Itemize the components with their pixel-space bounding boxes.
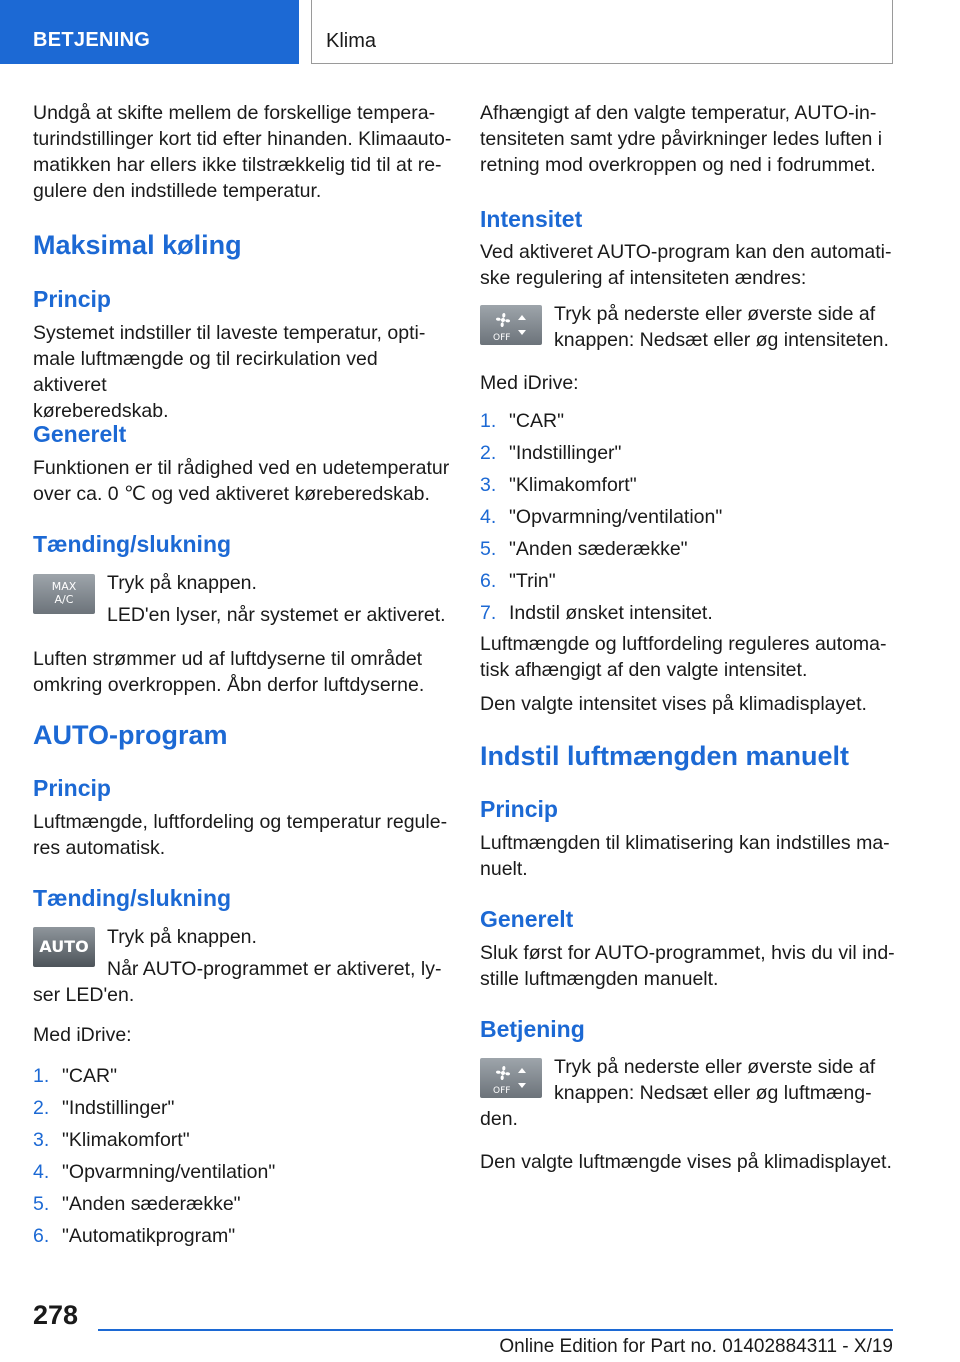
text-line: Undgå at skifte mellem de forskellige tempera- [33,102,436,124]
text-line: gulere den indstillede temperatur. [33,180,322,202]
auto-principle-paragraph [33,809,453,861]
heading-max-cooling: Maksimal køling [33,230,242,260]
text-line: Med iDrive: [33,1024,132,1046]
fan-press-text [554,301,914,353]
heading-auto-principle: Princip [33,775,111,801]
op-press-text [554,1054,914,1106]
list-item: 1. "CAR" [33,1065,118,1087]
section-title: BETJENING [33,29,151,51]
op-press-text-cont [480,1106,518,1132]
fan-button-icon [480,305,542,345]
general-paragraph [33,455,453,507]
off-label: OFF [493,1086,511,1096]
text-line: knappen: Nedsæt eller øg intensiteten. [554,329,889,351]
auto-led-text [107,956,441,982]
step-text: "Automatikprogram" [62,1225,236,1247]
list-item: 5. "Anden sæderække" [33,1193,241,1215]
text-line: tisk afhængigt af den valgte intensitet. [480,659,808,681]
text-line: tensiteten samt ydre påvirkninger ledes luften i [480,128,883,150]
heading-manual-airflow: Indstil luftmængden manuelt [480,741,849,771]
text-line: Luftmængde, luftfordeling og temperatur regule- [33,811,448,833]
idrive-label [33,1022,132,1048]
list-item: 6. "Trin" [480,570,556,592]
heading-principle: Princip [33,286,111,312]
footer-divider [98,1329,893,1331]
page-number: 278 [33,1300,79,1330]
heading-manual-principle: Princip [480,796,558,822]
text-line: matikken har ellers ikke tilstrækkelig tid til at re- [33,154,442,176]
right-intro-paragraph [480,100,900,178]
list-item: 2. "Indstillinger" [33,1097,175,1119]
step-text: "Anden sæderække" [509,538,688,560]
right-idrive-label [480,370,579,396]
text-line: LED'en lyser, når systemet er aktiveret. [107,604,446,626]
heading-manual-general: Generelt [480,906,574,932]
manual-general-paragraph [480,940,900,992]
chapter-title: Klima [326,30,377,52]
auto-led-text-cont [33,982,134,1008]
op-display-text [480,1149,900,1175]
list-item: 3. "Klimakomfort" [480,474,637,496]
press-button-text [107,570,257,596]
list-item: 5. "Anden sæderække" [480,538,688,560]
text-line: kørеberedskab. [33,400,169,422]
chapter-tab [311,0,893,64]
led-text [107,602,446,628]
text-line: Systemet indstiller til laveste temperatur, opti- [33,322,426,344]
heading-on-off: Tænding/slukning [33,531,232,557]
section-tab [0,0,299,64]
text-line: stille luftmængden manuelt. [480,968,719,990]
text-line: Luftmængden til klimatisering kan indstilles ma- [480,832,890,854]
text-line: Den valgte luftmængde vises på klimadisplayet. [480,1151,892,1173]
manual-principle-paragraph [480,830,900,882]
text-line: ske regulering af intensiteten ændres: [480,267,807,289]
fan-icon [480,305,542,345]
heading-auto-program: AUTO-program [33,720,228,750]
list-item: 3. "Klimakomfort" [33,1129,190,1151]
intensity-paragraph [480,239,900,291]
intro-paragraph [33,100,453,204]
list-item: 6. "Automatikprogram" [33,1225,236,1247]
step-text: "Trin" [509,570,556,592]
step-text: "Anden sæderække" [62,1193,241,1215]
distribution-paragraph [480,631,900,683]
auto-button-icon [33,927,95,967]
text-line: Luften strømmer ud af luftdyserne til området [33,648,423,670]
fan-button-icon-2 [480,1058,542,1098]
text-line: Sluk først for AUTO-programmet, hvis du vil ind- [480,942,895,964]
text-line: Når AUTO-programmet er aktiveret, ly- [107,958,442,980]
step-text: "Klimakomfort" [509,474,637,496]
text-line: over ca. 0 ℃ og ved aktiveret køreberedskab. [33,483,430,505]
heading-operation: Betjening [480,1016,585,1042]
auto-icon-label: AUTO [39,937,89,956]
text-line: Ved aktiveret AUTO-program kan den automati- [480,241,892,263]
heading-auto-on-off: Tænding/slukning [33,885,232,911]
right-idrive-steps-list [480,408,900,632]
principle-paragraph [33,320,453,424]
text-line: Tryk på nederste eller øverste side af [554,303,876,325]
heading-intensity: Intensitet [480,206,583,232]
step-text: "Klimakomfort" [62,1129,190,1151]
step-text: "Opvarmning/ventilation" [509,506,723,528]
edition-text: Online Edition for Part no. 01402884311 - X/19 [499,1336,893,1357]
list-item: 7. Indstil ønsket intensitet. [480,602,713,624]
text-line: ser LED'en. [33,984,135,1006]
intensity-display-text [480,691,900,717]
text-line: nuelt. [480,858,528,880]
off-label: OFF [493,333,511,343]
step-text: Indstil ønsket intensitet. [509,602,713,624]
text-line: Afhængigt af den valgte temperatur, AUTO-in- [480,102,877,124]
text-line: Tryk på knappen. [107,926,257,948]
text-line: retning mod overkroppen og ned i fodrummet. [480,154,876,176]
list-item: 2. "Indstillinger" [480,442,622,464]
list-item: 4. "Opvarmning/ventilation" [33,1161,276,1183]
air-paragraph [33,646,453,698]
text-line: res automatisk. [33,837,166,859]
text-line: Med iDrive: [480,372,579,394]
idrive-steps-list [33,1063,453,1255]
step-text: "Indstillinger" [62,1097,175,1119]
list-item: 4. "Opvarmning/ventilation" [480,506,723,528]
list-item: 1. "CAR" [480,410,565,432]
step-text: "Indstillinger" [509,442,622,464]
text-line: den. [480,1108,518,1130]
step-text: "Opvarmning/ventilation" [62,1161,276,1183]
text-line: turindstillinger kort tid efter hinanden. Klimaauto- [33,128,452,150]
text-line: Den valgte intensitet vises på klimadisplayet. [480,693,867,715]
text-line: Tryk på knappen. [107,572,257,594]
text-line: Luftmængde og luftfordeling reguleres automa- [480,633,887,655]
text-line: male luftmængde og til recirkulation ved aktiveret [33,348,378,396]
max-ac-button-icon: MAX A/C [33,574,95,614]
step-text: "CAR" [509,410,565,432]
auto-press-text [107,924,257,950]
text-line: omkring overkroppen. Åbn derfor luftdyserne. [33,674,425,696]
text-line: Tryk på nederste eller øverste side af [554,1056,876,1078]
heading-general: Generelt [33,421,127,447]
text-line: knappen: Nedsæt eller øg luftmæng- [554,1082,872,1104]
step-text: "CAR" [62,1065,118,1087]
fan-icon [480,1058,542,1098]
text-line: Funktionen er til rådighed ved en udetemperatur [33,457,450,479]
